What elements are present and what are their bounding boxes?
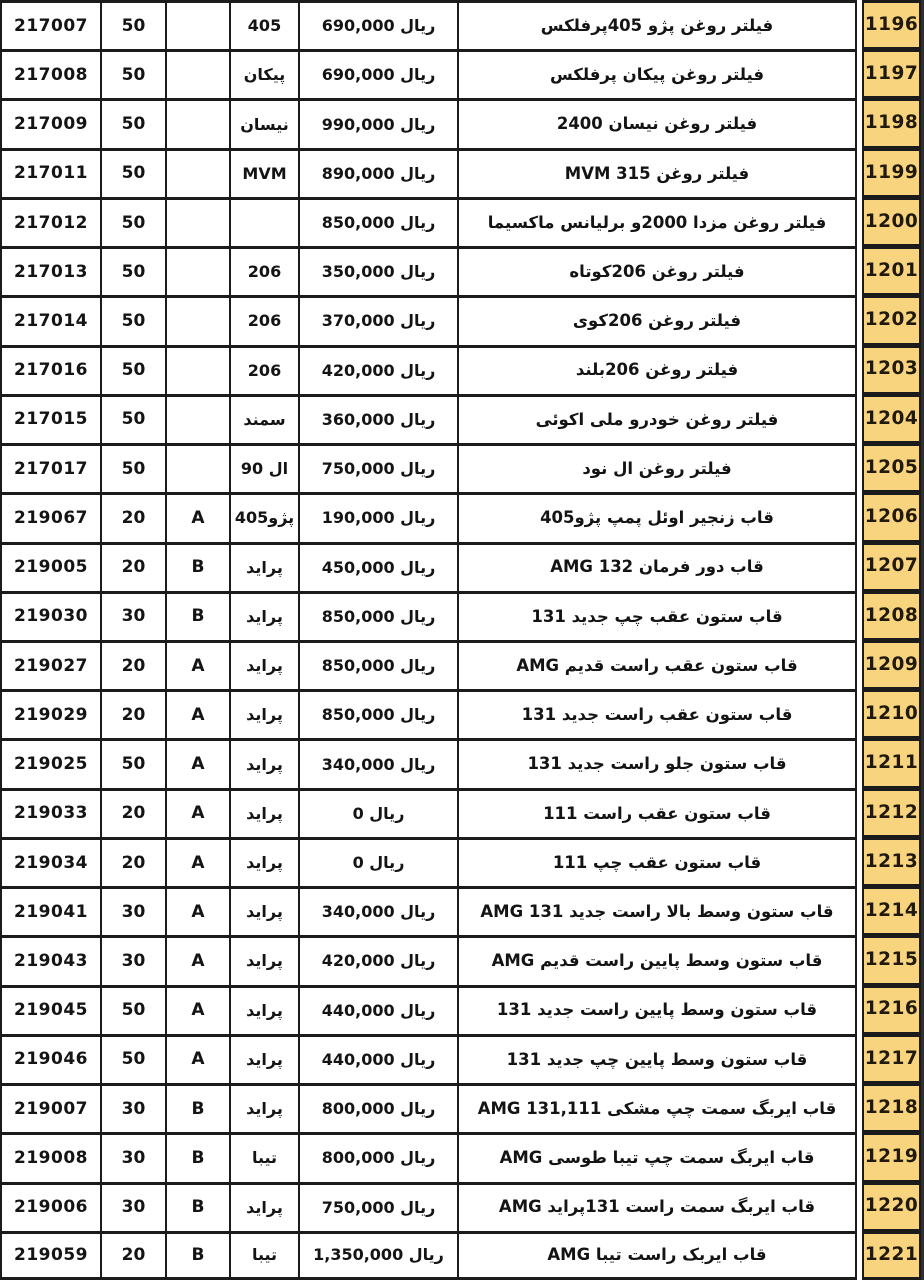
quantity-cell: 30 [100, 1083, 165, 1132]
car-model-cell: پراید [229, 935, 298, 984]
row-number-cell: 1218 [862, 1083, 921, 1132]
car-model-cell: 206 [229, 345, 298, 394]
grade-cell: B [165, 1132, 229, 1181]
description-cell: قاب ایربگ سمت چپ تیبا طوسی AMG [457, 1132, 857, 1181]
part-code-cell: 219045 [0, 985, 100, 1034]
part-code-cell: 219033 [0, 788, 100, 837]
car-model-cell: نیسان [229, 98, 298, 147]
table-row [0, 1182, 924, 1231]
grade-cell [165, 197, 229, 246]
row-number-cell: 1214 [862, 886, 921, 935]
row-number-cell: 1217 [862, 1034, 921, 1083]
grade-cell [165, 49, 229, 98]
car-model-cell: پراید [229, 640, 298, 689]
row-number-cell: 1199 [862, 148, 921, 197]
price-cell: ریال 0 [298, 788, 457, 837]
price-cell: 750,000 ریال [298, 443, 457, 492]
part-code-cell: 219006 [0, 1182, 100, 1231]
row-number-cell: 1220 [862, 1182, 921, 1231]
price-cell: 800,000 ریال [298, 1083, 457, 1132]
table-row [0, 394, 924, 443]
car-model-cell: MVM [229, 148, 298, 197]
car-model-cell: پراید [229, 1034, 298, 1083]
quantity-cell: 50 [100, 443, 165, 492]
description-cell: فیلتر روغن 206کوتاه [457, 246, 857, 295]
grade-cell [165, 0, 229, 49]
row-number-cell: 1206 [862, 492, 921, 541]
part-code-cell: 217017 [0, 443, 100, 492]
row-number-cell: 1198 [862, 98, 921, 147]
row-number-cell: 1201 [862, 246, 921, 295]
quantity-cell: 50 [100, 148, 165, 197]
part-code-cell: 219059 [0, 1231, 100, 1280]
row-number-cell: 1205 [862, 443, 921, 492]
price-cell: 350,000 ریال [298, 246, 457, 295]
price-cell: 1,350,000 ریال [298, 1231, 457, 1280]
quantity-cell: 50 [100, 738, 165, 787]
description-cell: قاب ستون عقب چپ جدید 131 [457, 591, 857, 640]
description-cell: قاب زنجیر اوئل پمپ پژو405 [457, 492, 857, 541]
part-code-cell: 217014 [0, 295, 100, 344]
grade-cell: B [165, 1182, 229, 1231]
row-number-cell: 1204 [862, 394, 921, 443]
table-row [0, 985, 924, 1034]
quantity-cell: 50 [100, 394, 165, 443]
table-row [0, 788, 924, 837]
row-number-cell: 1212 [862, 788, 921, 837]
row-number-cell: 1202 [862, 295, 921, 344]
row-number-cell: 1210 [862, 689, 921, 738]
grade-cell: A [165, 640, 229, 689]
grade-cell: B [165, 1083, 229, 1132]
price-cell: 890,000 ریال [298, 148, 457, 197]
row-number-cell: 1200 [862, 197, 921, 246]
part-code-cell: 217012 [0, 197, 100, 246]
grade-cell [165, 295, 229, 344]
description-cell: قاب دور فرمان AMG 132 [457, 542, 857, 591]
row-number-cell: 1203 [862, 345, 921, 394]
row-number-cell: 1221 [862, 1231, 921, 1280]
price-cell: 440,000 ریال [298, 985, 457, 1034]
price-cell: 450,000 ریال [298, 542, 457, 591]
quantity-cell: 20 [100, 542, 165, 591]
description-cell: فیلتر روغن 206کوی [457, 295, 857, 344]
grade-cell: B [165, 1231, 229, 1280]
part-code-cell: 217015 [0, 394, 100, 443]
price-cell: 750,000 ریال [298, 1182, 457, 1231]
car-model-cell: پراید [229, 985, 298, 1034]
table-row [0, 886, 924, 935]
grade-cell: A [165, 837, 229, 886]
price-cell: 800,000 ریال [298, 1132, 457, 1181]
table-row [0, 0, 924, 49]
part-code-cell: 219043 [0, 935, 100, 984]
description-cell: قاب ستون وسط پایین چپ جدید 131 [457, 1034, 857, 1083]
grade-cell: A [165, 492, 229, 541]
car-model-cell: پراید [229, 788, 298, 837]
car-model-cell: پیکان [229, 49, 298, 98]
car-model-cell: پژو405 [229, 492, 298, 541]
description-cell: قاب ستون عقب راست جدید 131 [457, 689, 857, 738]
part-code-cell: 219067 [0, 492, 100, 541]
row-number-cell: 1219 [862, 1132, 921, 1181]
price-cell: 990,000 ریال [298, 98, 457, 147]
part-code-cell: 219029 [0, 689, 100, 738]
grade-cell: A [165, 788, 229, 837]
description-cell: فیلتر روغن پژو 405پرفلکس [457, 0, 857, 49]
quantity-cell: 50 [100, 1034, 165, 1083]
grade-cell [165, 394, 229, 443]
grade-cell: A [165, 886, 229, 935]
quantity-cell: 30 [100, 591, 165, 640]
car-model-cell: پراید [229, 542, 298, 591]
row-number-cell: 1216 [862, 985, 921, 1034]
price-cell: ریال 0 [298, 837, 457, 886]
grade-cell: A [165, 985, 229, 1034]
part-code-cell: 217016 [0, 345, 100, 394]
price-cell: 340,000 ریال [298, 886, 457, 935]
quantity-cell: 30 [100, 1182, 165, 1231]
table-row [0, 197, 924, 246]
table-row [0, 295, 924, 344]
grade-cell [165, 345, 229, 394]
description-cell: قاب ایربک راست تیبا AMG [457, 1231, 857, 1280]
table-row [0, 1231, 924, 1280]
part-code-cell: 219034 [0, 837, 100, 886]
price-cell: 690,000 ریال [298, 0, 457, 49]
car-model-cell: 206 [229, 295, 298, 344]
table-row [0, 1034, 924, 1083]
description-cell: فیلتر روغن ال نود [457, 443, 857, 492]
row-number-cell: 1209 [862, 640, 921, 689]
price-cell: 190,000 ریال [298, 492, 457, 541]
part-code-cell: 219030 [0, 591, 100, 640]
car-model-cell: پراید [229, 738, 298, 787]
quantity-cell: 50 [100, 985, 165, 1034]
part-code-cell: 219025 [0, 738, 100, 787]
part-code-cell: 217009 [0, 98, 100, 147]
price-cell: 850,000 ریال [298, 591, 457, 640]
table-row [0, 1132, 924, 1181]
price-cell: 440,000 ریال [298, 1034, 457, 1083]
description-cell: قاب ایربگ سمت چپ مشکی AMG 131,111 [457, 1083, 857, 1132]
grade-cell: A [165, 738, 229, 787]
quantity-cell: 30 [100, 935, 165, 984]
car-model-cell: ال 90 [229, 443, 298, 492]
car-model-cell: 405 [229, 0, 298, 49]
part-code-cell: 219046 [0, 1034, 100, 1083]
description-cell: فیلتر روغن نیسان 2400 [457, 98, 857, 147]
quantity-cell: 20 [100, 788, 165, 837]
table-row [0, 246, 924, 295]
table-row [0, 492, 924, 541]
part-code-cell: 217011 [0, 148, 100, 197]
car-model-cell: پراید [229, 1083, 298, 1132]
part-code-cell: 219027 [0, 640, 100, 689]
quantity-cell: 50 [100, 246, 165, 295]
quantity-cell: 50 [100, 197, 165, 246]
car-model-cell: تیبا [229, 1132, 298, 1181]
description-cell: قاب ایربگ سمت راست 131پراید AMG [457, 1182, 857, 1231]
grade-cell [165, 148, 229, 197]
row-number-cell: 1211 [862, 738, 921, 787]
grade-cell [165, 98, 229, 147]
row-number-cell: 1208 [862, 591, 921, 640]
price-cell: 850,000 ریال [298, 640, 457, 689]
car-model-cell: پراید [229, 886, 298, 935]
price-cell: 340,000 ریال [298, 738, 457, 787]
table-row [0, 98, 924, 147]
description-cell: قاب ستون وسط بالا راست جدید AMG 131 [457, 886, 857, 935]
row-number-cell: 1213 [862, 837, 921, 886]
quantity-cell: 50 [100, 98, 165, 147]
table-row [0, 443, 924, 492]
quantity-cell: 20 [100, 492, 165, 541]
table-row [0, 837, 924, 886]
description-cell: فیلتر روغن خودرو ملی اکوئی [457, 394, 857, 443]
description-cell: فیلتر روغن مزدا 2000و برلیانس ماکسیما [457, 197, 857, 246]
quantity-cell: 50 [100, 345, 165, 394]
grade-cell: A [165, 935, 229, 984]
part-code-cell: 219008 [0, 1132, 100, 1181]
table-row [0, 1083, 924, 1132]
car-model-cell: پراید [229, 1182, 298, 1231]
quantity-cell: 50 [100, 295, 165, 344]
description-cell: فیلتر روغن MVM 315 [457, 148, 857, 197]
car-model-cell: پراید [229, 837, 298, 886]
part-code-cell: 217008 [0, 49, 100, 98]
price-cell: 420,000 ریال [298, 935, 457, 984]
price-cell: 420,000 ریال [298, 345, 457, 394]
car-model-cell: پراید [229, 591, 298, 640]
description-cell: قاب ستون عقب راست قدیم AMG [457, 640, 857, 689]
table-row [0, 689, 924, 738]
quantity-cell: 50 [100, 0, 165, 49]
price-cell: 850,000 ریال [298, 197, 457, 246]
table-row [0, 640, 924, 689]
table-row [0, 935, 924, 984]
table-row [0, 542, 924, 591]
car-model-cell [229, 197, 298, 246]
row-number-cell: 1197 [862, 49, 921, 98]
table-row [0, 591, 924, 640]
quantity-cell: 20 [100, 640, 165, 689]
car-model-cell: سمند [229, 394, 298, 443]
table-row [0, 345, 924, 394]
row-number-cell: 1207 [862, 542, 921, 591]
description-cell: قاب ستون وسط پایین راست جدید 131 [457, 985, 857, 1034]
price-cell: 370,000 ریال [298, 295, 457, 344]
part-code-cell: 219005 [0, 542, 100, 591]
description-cell: فیلتر روغن 206بلند [457, 345, 857, 394]
price-cell: 360,000 ریال [298, 394, 457, 443]
table-row [0, 148, 924, 197]
description-cell: قاب ستون وسط پایین راست قدیم AMG [457, 935, 857, 984]
price-cell: 850,000 ریال [298, 689, 457, 738]
part-code-cell: 217013 [0, 246, 100, 295]
car-model-cell: 206 [229, 246, 298, 295]
quantity-cell: 30 [100, 1132, 165, 1181]
grade-cell [165, 443, 229, 492]
part-code-cell: 217007 [0, 0, 100, 49]
quantity-cell: 20 [100, 1231, 165, 1280]
description-cell: قاب ستون عقب چپ 111 [457, 837, 857, 886]
description-cell: قاب ستون عقب راست 111 [457, 788, 857, 837]
part-code-cell: 219007 [0, 1083, 100, 1132]
quantity-cell: 30 [100, 886, 165, 935]
grade-cell: A [165, 1034, 229, 1083]
grade-cell [165, 246, 229, 295]
table-row [0, 738, 924, 787]
description-cell: قاب ستون جلو راست جدید 131 [457, 738, 857, 787]
price-cell: 690,000 ریال [298, 49, 457, 98]
quantity-cell: 20 [100, 689, 165, 738]
car-model-cell: تیبا [229, 1231, 298, 1280]
grade-cell: B [165, 542, 229, 591]
description-cell: فیلتر روغن پیکان پرفلکس [457, 49, 857, 98]
row-number-cell: 1215 [862, 935, 921, 984]
quantity-cell: 20 [100, 837, 165, 886]
grade-cell: B [165, 591, 229, 640]
car-model-cell: پراید [229, 689, 298, 738]
grade-cell: A [165, 689, 229, 738]
row-number-cell: 1196 [862, 0, 921, 49]
quantity-cell: 50 [100, 49, 165, 98]
table-row [0, 49, 924, 98]
part-code-cell: 219041 [0, 886, 100, 935]
